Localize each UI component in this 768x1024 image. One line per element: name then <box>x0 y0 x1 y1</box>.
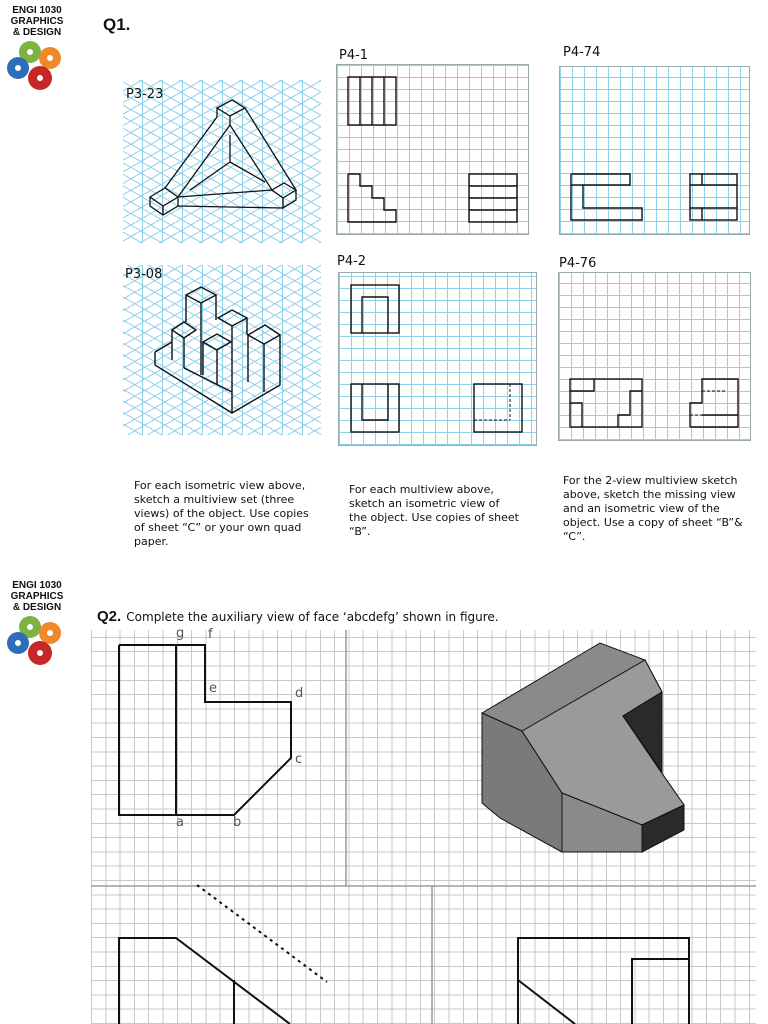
multiview-panel-p4-2 <box>338 272 537 446</box>
panel-label-p4-74: P4-74 <box>563 45 601 60</box>
point-label-b: b <box>233 815 242 830</box>
iso-panel-p3-23 <box>123 80 321 243</box>
panel-label-p4-2: P4-2 <box>337 254 367 269</box>
q1-desc-multiview: For each multiview above, sketch an isometric view of the object. Use copies of sheet “B”. <box>349 483 519 538</box>
gears-icon-2 <box>2 613 72 668</box>
q1-title: Q1. <box>103 15 131 34</box>
point-label-c: c <box>295 752 303 767</box>
point-label-e: e <box>209 681 217 696</box>
multiview-panel-p4-1 <box>336 64 529 235</box>
point-label-a: a <box>176 815 184 830</box>
panel-label-p3-23: P3-23 <box>126 87 164 102</box>
multiview-panel-p4-76 <box>558 272 751 441</box>
point-label-g: g <box>176 626 185 641</box>
panel-label-p4-76: P4-76 <box>559 256 597 271</box>
q1-desc-two-view: For the 2-view multiview sketch above, sketch the missing view and an isometric view of the object. Use a copy of sheet “B”& “C”. <box>563 474 743 543</box>
q2-header <box>97 606 499 625</box>
course-logo-2 <box>2 580 76 668</box>
logo-text: ENGI 1030 GRAPHICS & DESIGN <box>10 5 64 38</box>
point-label-d: d <box>295 686 304 701</box>
gears-icon <box>2 38 72 93</box>
q2-grid-paper <box>91 630 756 1024</box>
q2-title: Q2. <box>97 608 122 625</box>
panel-label-p3-08: P3-08 <box>125 267 163 282</box>
iso-panel-p3-08 <box>123 265 321 435</box>
panel-label-p4-1: P4-1 <box>339 48 369 63</box>
multiview-panel-p4-74 <box>559 66 750 235</box>
logo-text-2: ENGI 1030 GRAPHICS & DESIGN <box>10 580 64 613</box>
point-label-f: f <box>208 627 213 642</box>
q1-desc-isometric: For each isometric view above, sketch a multiview set (three views) of the object. Use copies of sheet “C” or your own quad paper. <box>134 479 309 548</box>
course-logo <box>2 5 76 93</box>
q2-instruction: Complete the auxiliary view of face ‘abcdefg’ shown in figure. <box>126 610 499 624</box>
